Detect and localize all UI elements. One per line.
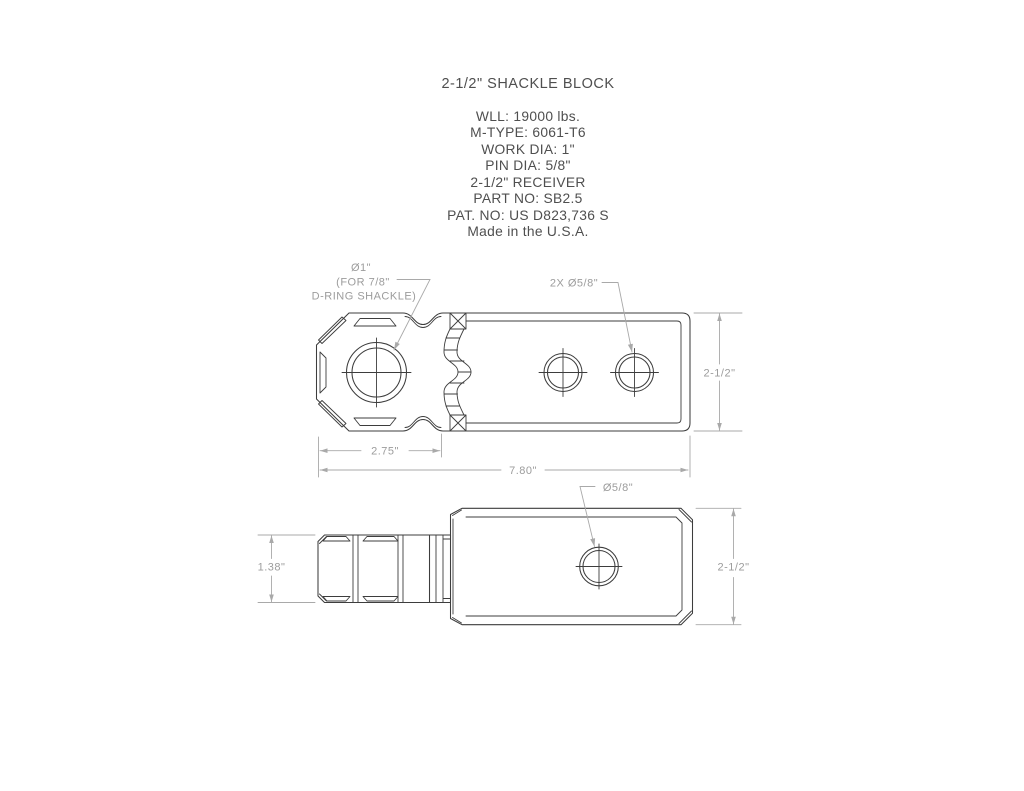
- label-pin-holes-top: 2X Ø5/8": [549, 277, 599, 290]
- arrow-left-icon: [320, 468, 328, 473]
- arrow-up-icon: [717, 314, 722, 322]
- dim-label-body-height-top: 2-1/2": [703, 367, 736, 380]
- top-view: [317, 313, 691, 431]
- label-main-hole-note1: (FOR 7/8": [336, 276, 390, 289]
- arrow-down-icon: [731, 617, 736, 625]
- spec-line-partno: PART NO: SB2.5: [473, 191, 583, 207]
- side-collar: [430, 535, 451, 603]
- spec-line-patno: PAT. NO: US D823,736 S: [447, 207, 609, 223]
- arrow-right-icon: [681, 468, 689, 473]
- spec-line-workdia: WORK DIA: 1": [481, 141, 575, 157]
- dim-label-head-length: 2.75": [371, 445, 399, 458]
- spec-line-wll: WLL: 19000 lbs.: [475, 109, 581, 124]
- arrow-down-icon: [717, 423, 722, 431]
- arrow-left-icon: [320, 448, 328, 453]
- label-main-hole-note2: D-RING SHACKLE): [311, 290, 417, 303]
- label-main-hole-dia: Ø1": [350, 262, 372, 274]
- spec-line-mtype: M-TYPE: 6061-T6: [470, 125, 586, 141]
- side-tongue-outline: [318, 535, 430, 603]
- side-view: [318, 508, 693, 624]
- arrow-up-icon: [269, 536, 274, 544]
- side-body-outline: [451, 508, 693, 624]
- dim-label-total-length: 7.80": [509, 464, 537, 477]
- spec-line-pindia: PIN DIA: 5/8": [485, 158, 571, 174]
- label-pin-hole-side: Ø5/8": [602, 482, 634, 494]
- dim-label-body-height-side: 2-1/2": [717, 561, 750, 574]
- arrow-right-icon: [433, 448, 441, 453]
- spec-line-receiver: 2-1/2" RECEIVER: [470, 174, 586, 190]
- arrow-up-icon: [731, 509, 736, 517]
- spec-line-madein: Made in the U.S.A.: [467, 224, 589, 240]
- page-title: 2-1/2" SHACKLE BLOCK: [441, 76, 615, 92]
- dim-label-tongue-height: 1.38": [257, 561, 286, 574]
- arrow-down-icon: [269, 595, 274, 603]
- body-outline: [443, 313, 690, 431]
